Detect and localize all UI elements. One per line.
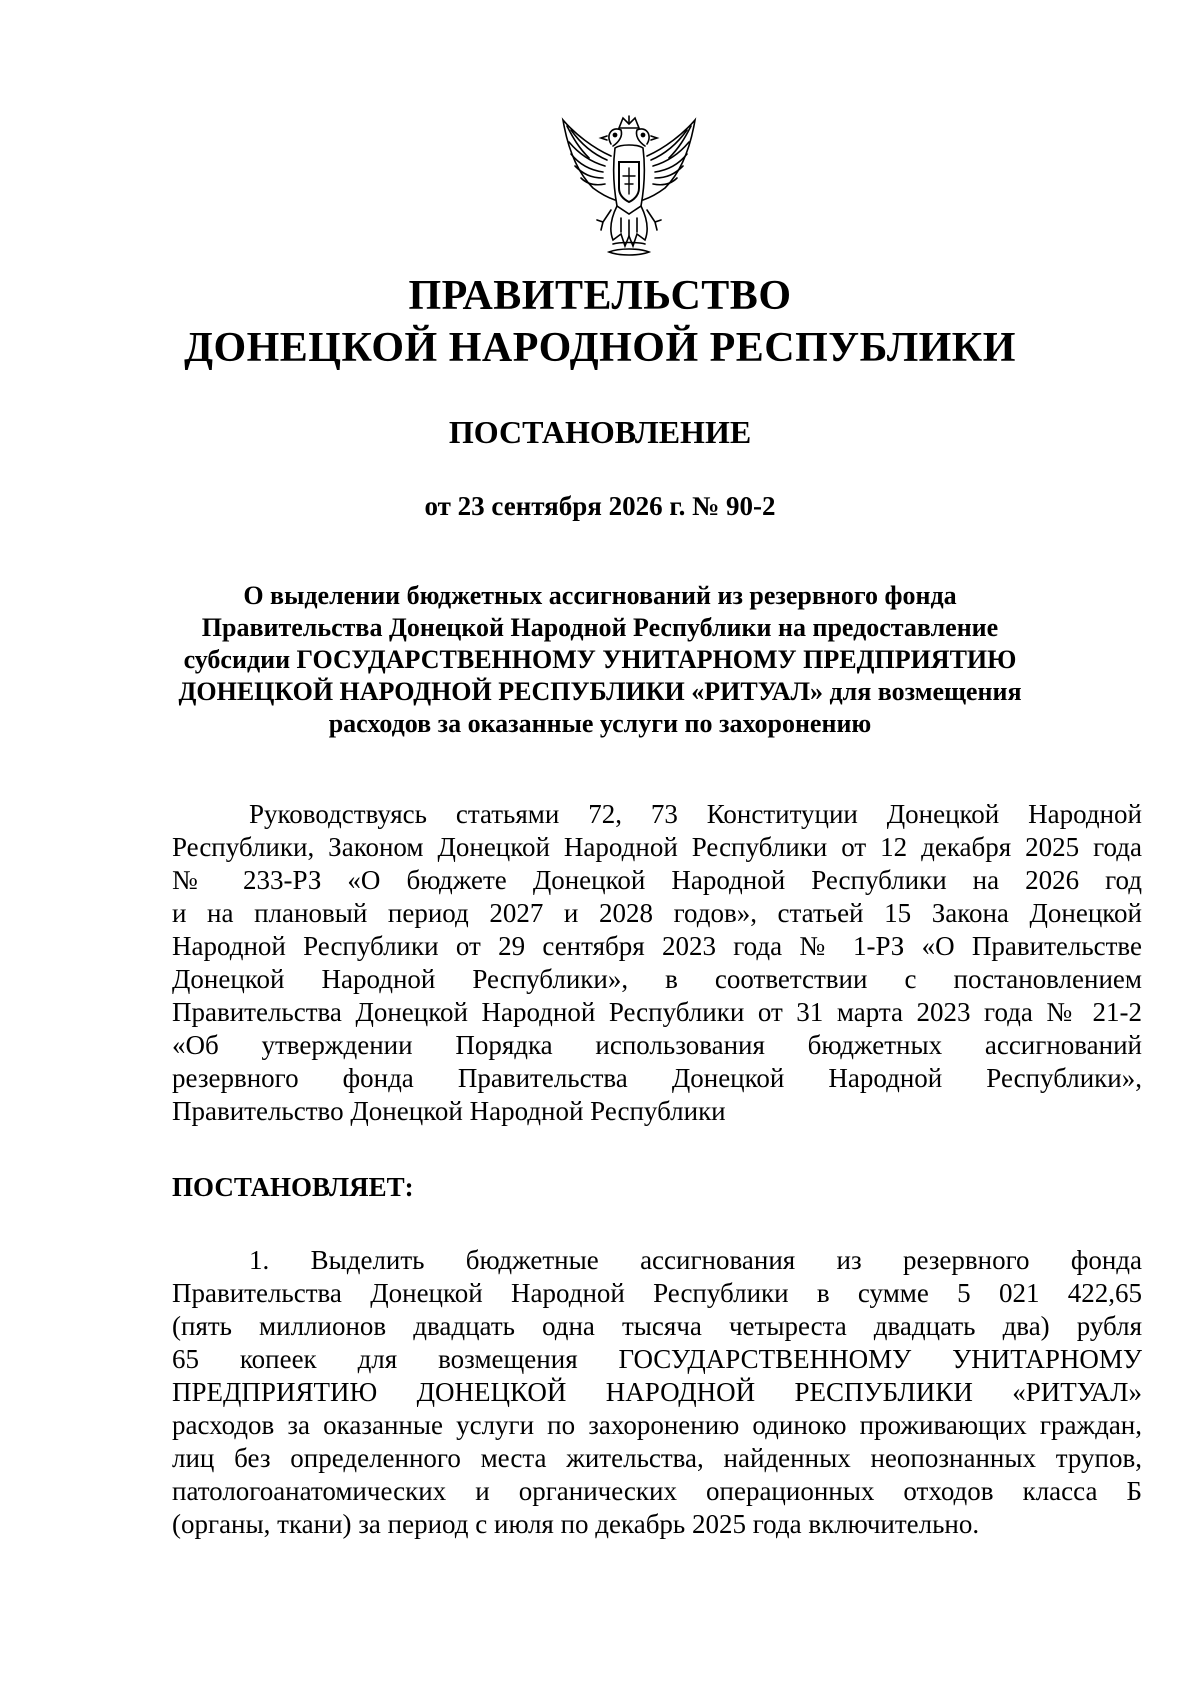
clause-line: ПРЕДПРИЯТИЮ ДОНЕЦКОЙ НАРОДНОЙ РЕСПУБЛИКИ «РИТУАЛ» bbox=[172, 1377, 1142, 1407]
document-date-number: от 23 сентября 2026 г. № 90-2 bbox=[424, 491, 776, 521]
clause-1-paragraph bbox=[172, 1244, 1142, 1541]
document-title-line: субсидии ГОСУДАРСТВЕННОМУ УНИТАРНОМУ ПРЕДПРИЯТИЮ bbox=[183, 645, 1017, 674]
preamble-line: Донецкой Народной Республики», в соответствии с постановлением bbox=[172, 964, 1142, 994]
resolves-label: ПОСТАНОВЛЯЕТ: bbox=[172, 1172, 414, 1202]
clause-line: 65 копеек для возмещения ГОСУДАРСТВЕННОМУ УНИТАРНОМУ bbox=[172, 1344, 1142, 1374]
preamble-line: резервного фонда Правительства Донецкой Народной Республики», bbox=[172, 1063, 1142, 1093]
document-title bbox=[150, 580, 1050, 740]
clause-line: расходов за оказанные услуги по захоронению одиноко проживающих граждан, bbox=[172, 1410, 1142, 1440]
government-name-line1: ПРАВИТЕЛЬСТВО bbox=[408, 273, 792, 319]
preamble-line: Руководствуясь статьями 72, 73 Конституции Донецкой Народной bbox=[249, 799, 1142, 829]
clause-line: Правительства Донецкой Народной Республики в сумме 5 021 422,65 bbox=[172, 1278, 1142, 1308]
clause-line: патологоанатомических и органических операционных отходов класса Б bbox=[172, 1476, 1142, 1506]
government-name-line2: ДОНЕЦКОЙ НАРОДНОЙ РЕСПУБЛИКИ bbox=[184, 325, 1016, 371]
document-title-line: О выделении бюджетных ассигнований из резервного фонда bbox=[243, 581, 957, 610]
preamble-line: Народной Республики от 29 сентября 2023 года № 1-РЗ «О Правительстве bbox=[172, 931, 1142, 961]
clause-line: 1. Выделить бюджетные ассигнования из резервного фонда bbox=[249, 1245, 1142, 1275]
preamble-line: Правительство Донецкой Народной Республики bbox=[172, 1096, 726, 1126]
document-title-line: ДОНЕЦКОЙ НАРОДНОЙ РЕСПУБЛИКИ «РИТУАЛ» для возмещения bbox=[178, 677, 1022, 706]
clause-line: (органы, ткани) за период с июля по декабрь 2025 года включительно. bbox=[172, 1509, 980, 1539]
document-title-line: расходов за оказанные услуги по захоронению bbox=[328, 709, 872, 738]
clause-line: лиц без определенного места жительства, найденных неопознанных трупов, bbox=[172, 1443, 1142, 1473]
preamble-line: № 233-РЗ «О бюджете Донецкой Народной Республики на 2026 год bbox=[172, 865, 1142, 895]
preamble-paragraph bbox=[172, 798, 1142, 1128]
coat-of-arms-emblem bbox=[553, 114, 705, 262]
clause-line: (пять миллионов двадцать одна тысяча четыреста двадцать два) рубля bbox=[172, 1311, 1142, 1341]
preamble-line: Республики, Законом Донецкой Народной Республики от 12 декабря 2025 года bbox=[172, 832, 1142, 862]
document-type: ПОСТАНОВЛЕНИЕ bbox=[448, 414, 752, 450]
preamble-line: «Об утверждении Порядка использования бюджетных ассигнований bbox=[172, 1030, 1142, 1060]
preamble-line: и на плановый период 2027 и 2028 годов», статьей 15 Закона Донецкой bbox=[172, 898, 1142, 928]
preamble-line: Правительства Донецкой Народной Республики от 31 марта 2023 года № 21-2 bbox=[172, 997, 1142, 1027]
document-title-line: Правительства Донецкой Народной Республики на предоставление bbox=[201, 613, 999, 642]
